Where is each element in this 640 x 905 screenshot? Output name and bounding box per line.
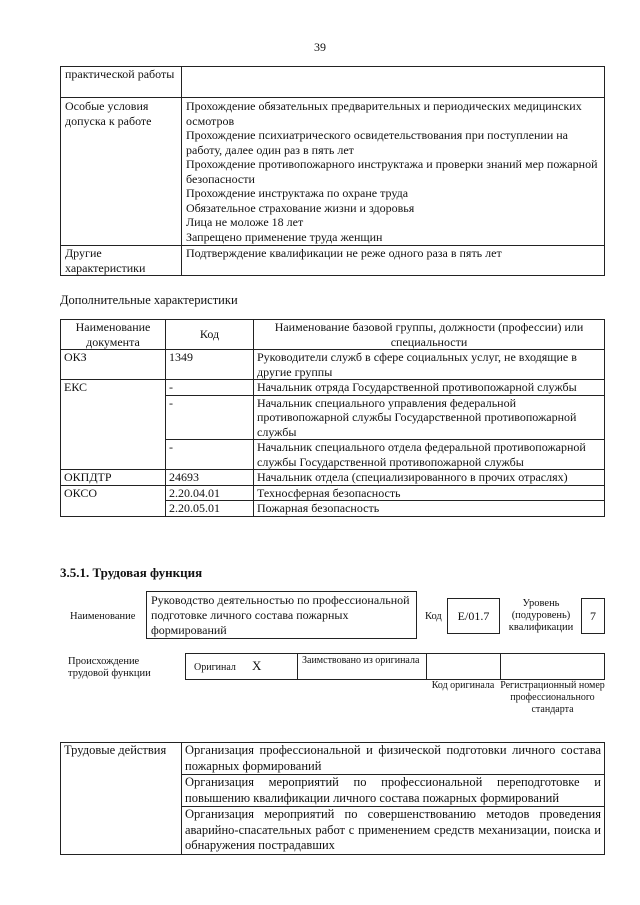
cell-name: Пожарная безопасность	[254, 501, 605, 517]
function-code-box: E/01.7	[447, 598, 500, 634]
cell-doc: ОКСО	[61, 485, 166, 516]
cell-code: 1349	[166, 350, 254, 380]
table-row	[61, 246, 605, 276]
list-item: Обязательное страхование жизни и здоровья	[186, 200, 415, 215]
cell-doc: ОКЗ	[61, 350, 166, 380]
cell-doc: ЕКС	[61, 380, 166, 470]
code-label: Код	[425, 611, 442, 622]
row-label: практической работы	[61, 67, 182, 98]
origin-label: Происхождение трудовой функции	[68, 656, 151, 679]
conditions-table	[60, 66, 605, 276]
cell-name: Руководители служб в сфере социальных услуг, не входящие в другие группы	[254, 350, 605, 380]
table-row	[61, 98, 605, 246]
list-item: Организация профессиональной и физической подготовки личного состава пожарных формирований	[182, 743, 605, 775]
list-item: Прохождение инструктажа по охране труда	[186, 186, 409, 200]
original-label: Оригинал	[194, 662, 236, 673]
cell-code: 2.20.04.01	[166, 485, 254, 501]
origin-box	[185, 653, 605, 680]
level-box: 7	[581, 598, 605, 634]
list-item: Лица не моложе 18 лет	[186, 215, 304, 229]
column-header: Код	[166, 320, 254, 350]
table-row	[61, 485, 605, 501]
cell-code: 2.20.05.01	[166, 501, 254, 517]
actions-label: Трудовые действия	[61, 743, 182, 855]
row-label: Особые условия допуска к работе	[61, 98, 182, 246]
column-header: Наименование документа	[61, 320, 166, 350]
cell-name: Начальник специального отдела федеральной противопожарной службы Государственной противопожарной службы	[254, 440, 605, 470]
list-item: Организация мероприятий по профессиональной переподготовке и повышению квалификации личного состава пожарных формирований	[182, 775, 605, 807]
table-row	[61, 67, 605, 98]
list-item: Прохождение психиатрического освидетельствования при поступлении на работу, далее один раз в пять лет	[186, 128, 569, 157]
list-item: Подтверждение квалификации не реже одного раза в пять лет	[186, 246, 502, 260]
cell-code: -	[166, 440, 254, 470]
origin-code-label: Код оригинала	[431, 680, 495, 691]
list-item: Прохождение противопожарного инструктажа и проверки знаний мер пожарной безопасности	[186, 157, 598, 186]
cell-name: Техносферная безопасность	[254, 485, 605, 501]
page-number: 39	[314, 40, 326, 54]
cell-name: Начальник специального управления федеральной противопожарной службы Государственной противопожарной службы	[254, 395, 605, 440]
table-header-row	[61, 320, 605, 350]
table-row	[61, 743, 605, 775]
cell-code: -	[166, 395, 254, 440]
cell-doc: ОКПДТР	[61, 470, 166, 486]
additional-table	[60, 319, 605, 517]
actions-table	[60, 742, 605, 855]
cell-code: 24693	[166, 470, 254, 486]
original-mark: X	[252, 658, 262, 673]
section-title: Дополнительные характеристики	[60, 293, 238, 307]
cell-name: Начальник отряда Государственной противопожарной службы	[254, 380, 605, 396]
list-item: Организация мероприятий по совершенствованию методов проведения аварийно-спасательных работ с применением средств механизации, поиска и обнаружения пострадавших	[182, 807, 605, 855]
list-item: Запрещено применение труда женщин	[186, 229, 383, 244]
cell-code: -	[166, 380, 254, 396]
level-label: Уровень (подуровень) квалификации	[508, 598, 574, 633]
name-label: Наименование	[70, 611, 136, 622]
borrowed-label: Заимствовано из оригинала	[302, 655, 420, 666]
list-item: Прохождение обязательных предварительных и периодических медицинских осмотров	[186, 99, 582, 128]
function-title: 3.5.1. Трудовая функция	[60, 565, 203, 580]
table-row	[61, 350, 605, 380]
table-row	[61, 470, 605, 486]
reg-number-label: Регистрационный номер профессионального стандарта	[500, 680, 605, 715]
table-row	[61, 380, 605, 396]
column-header: Наименование базовой группы, должности (профессии) или специальности	[254, 320, 605, 350]
cell-name: Начальник отдела (специализированного в прочих отраслях)	[254, 470, 605, 486]
function-name-box: Руководство деятельностью по профессиональной подготовке личного состава пожарных формирований	[146, 591, 417, 639]
row-label: Другие характеристики	[61, 246, 182, 276]
